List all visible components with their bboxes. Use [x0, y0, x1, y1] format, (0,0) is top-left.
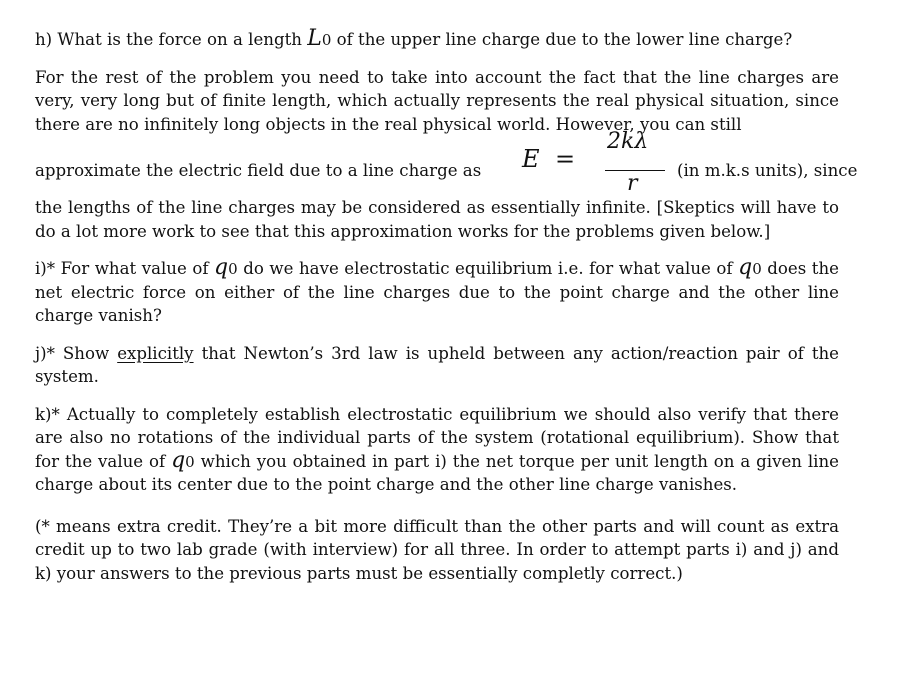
- field-equation-line: [35, 129, 858, 206]
- length-symbol: L0: [307, 26, 332, 51]
- equation-lead-text: approximate the electric field due to a line charge as: [35, 161, 482, 180]
- charge-symbol: q0: [738, 255, 762, 280]
- rest-intro: For the rest of the problem you need to take into account the fact that the line charges are very, very long but of finite length, which actually represents the real physical situation, since there are no infinitely long objects in the real physical world. However, you can still: [35, 67, 839, 134]
- question-h-text-post: of the upper line charge due to the lower line charge?: [331, 30, 793, 49]
- fraction-denominator: r: [627, 171, 638, 196]
- question-i: i)* For what value of q0 do we have electrostatic equilibrium i.e. for what value of q0 does the net electric force on either of the line charges due to the point charge and the other line charge vanish?: [35, 255, 839, 325]
- charge-symbol: q0: [171, 447, 195, 473]
- emphasis-explicitly: explicitly: [117, 343, 194, 363]
- question-h-text-pre: h) What is the force on a length: [35, 30, 308, 49]
- fraction-numerator: 2kλ: [607, 129, 649, 154]
- equation-symbol-E: E: [522, 145, 540, 173]
- rest-continuation: the lengths of the line charges may be considered as essentially infinite. [Skeptics will have to do a lot more work to see that this approximation works for the problems given below.]: [35, 198, 839, 241]
- equation-trail-text: (in m.k.s units), since: [677, 161, 858, 180]
- charge-symbol: q0: [214, 255, 238, 280]
- problem-page: [35, 26, 858, 585]
- question-k: k)* Actually to completely establish electrostatic equilibrium we should also verify that there are also no rotations of the individual parts of the system (rotational equilibrium). Show that for the value of q0 which you obtained in part i) the net torque per unit length on a given line charge about its center due to the point charge and the other line charge vanishes.: [35, 404, 839, 494]
- question-h: [35, 28, 839, 52]
- equation-equals: =: [555, 145, 576, 173]
- extra-credit-note: (* means extra credit. They’re a bit more difficult than the other parts and will count as extra credit up to two lab grade (with interview) for all three. In order to attempt parts i) and j) and k) your answers to the previous parts must be essentially completly correct.): [35, 516, 839, 583]
- question-j: j)* Show explicitly that Newton’s 3rd law is upheld between any action/reaction pair of the system.: [35, 343, 840, 386]
